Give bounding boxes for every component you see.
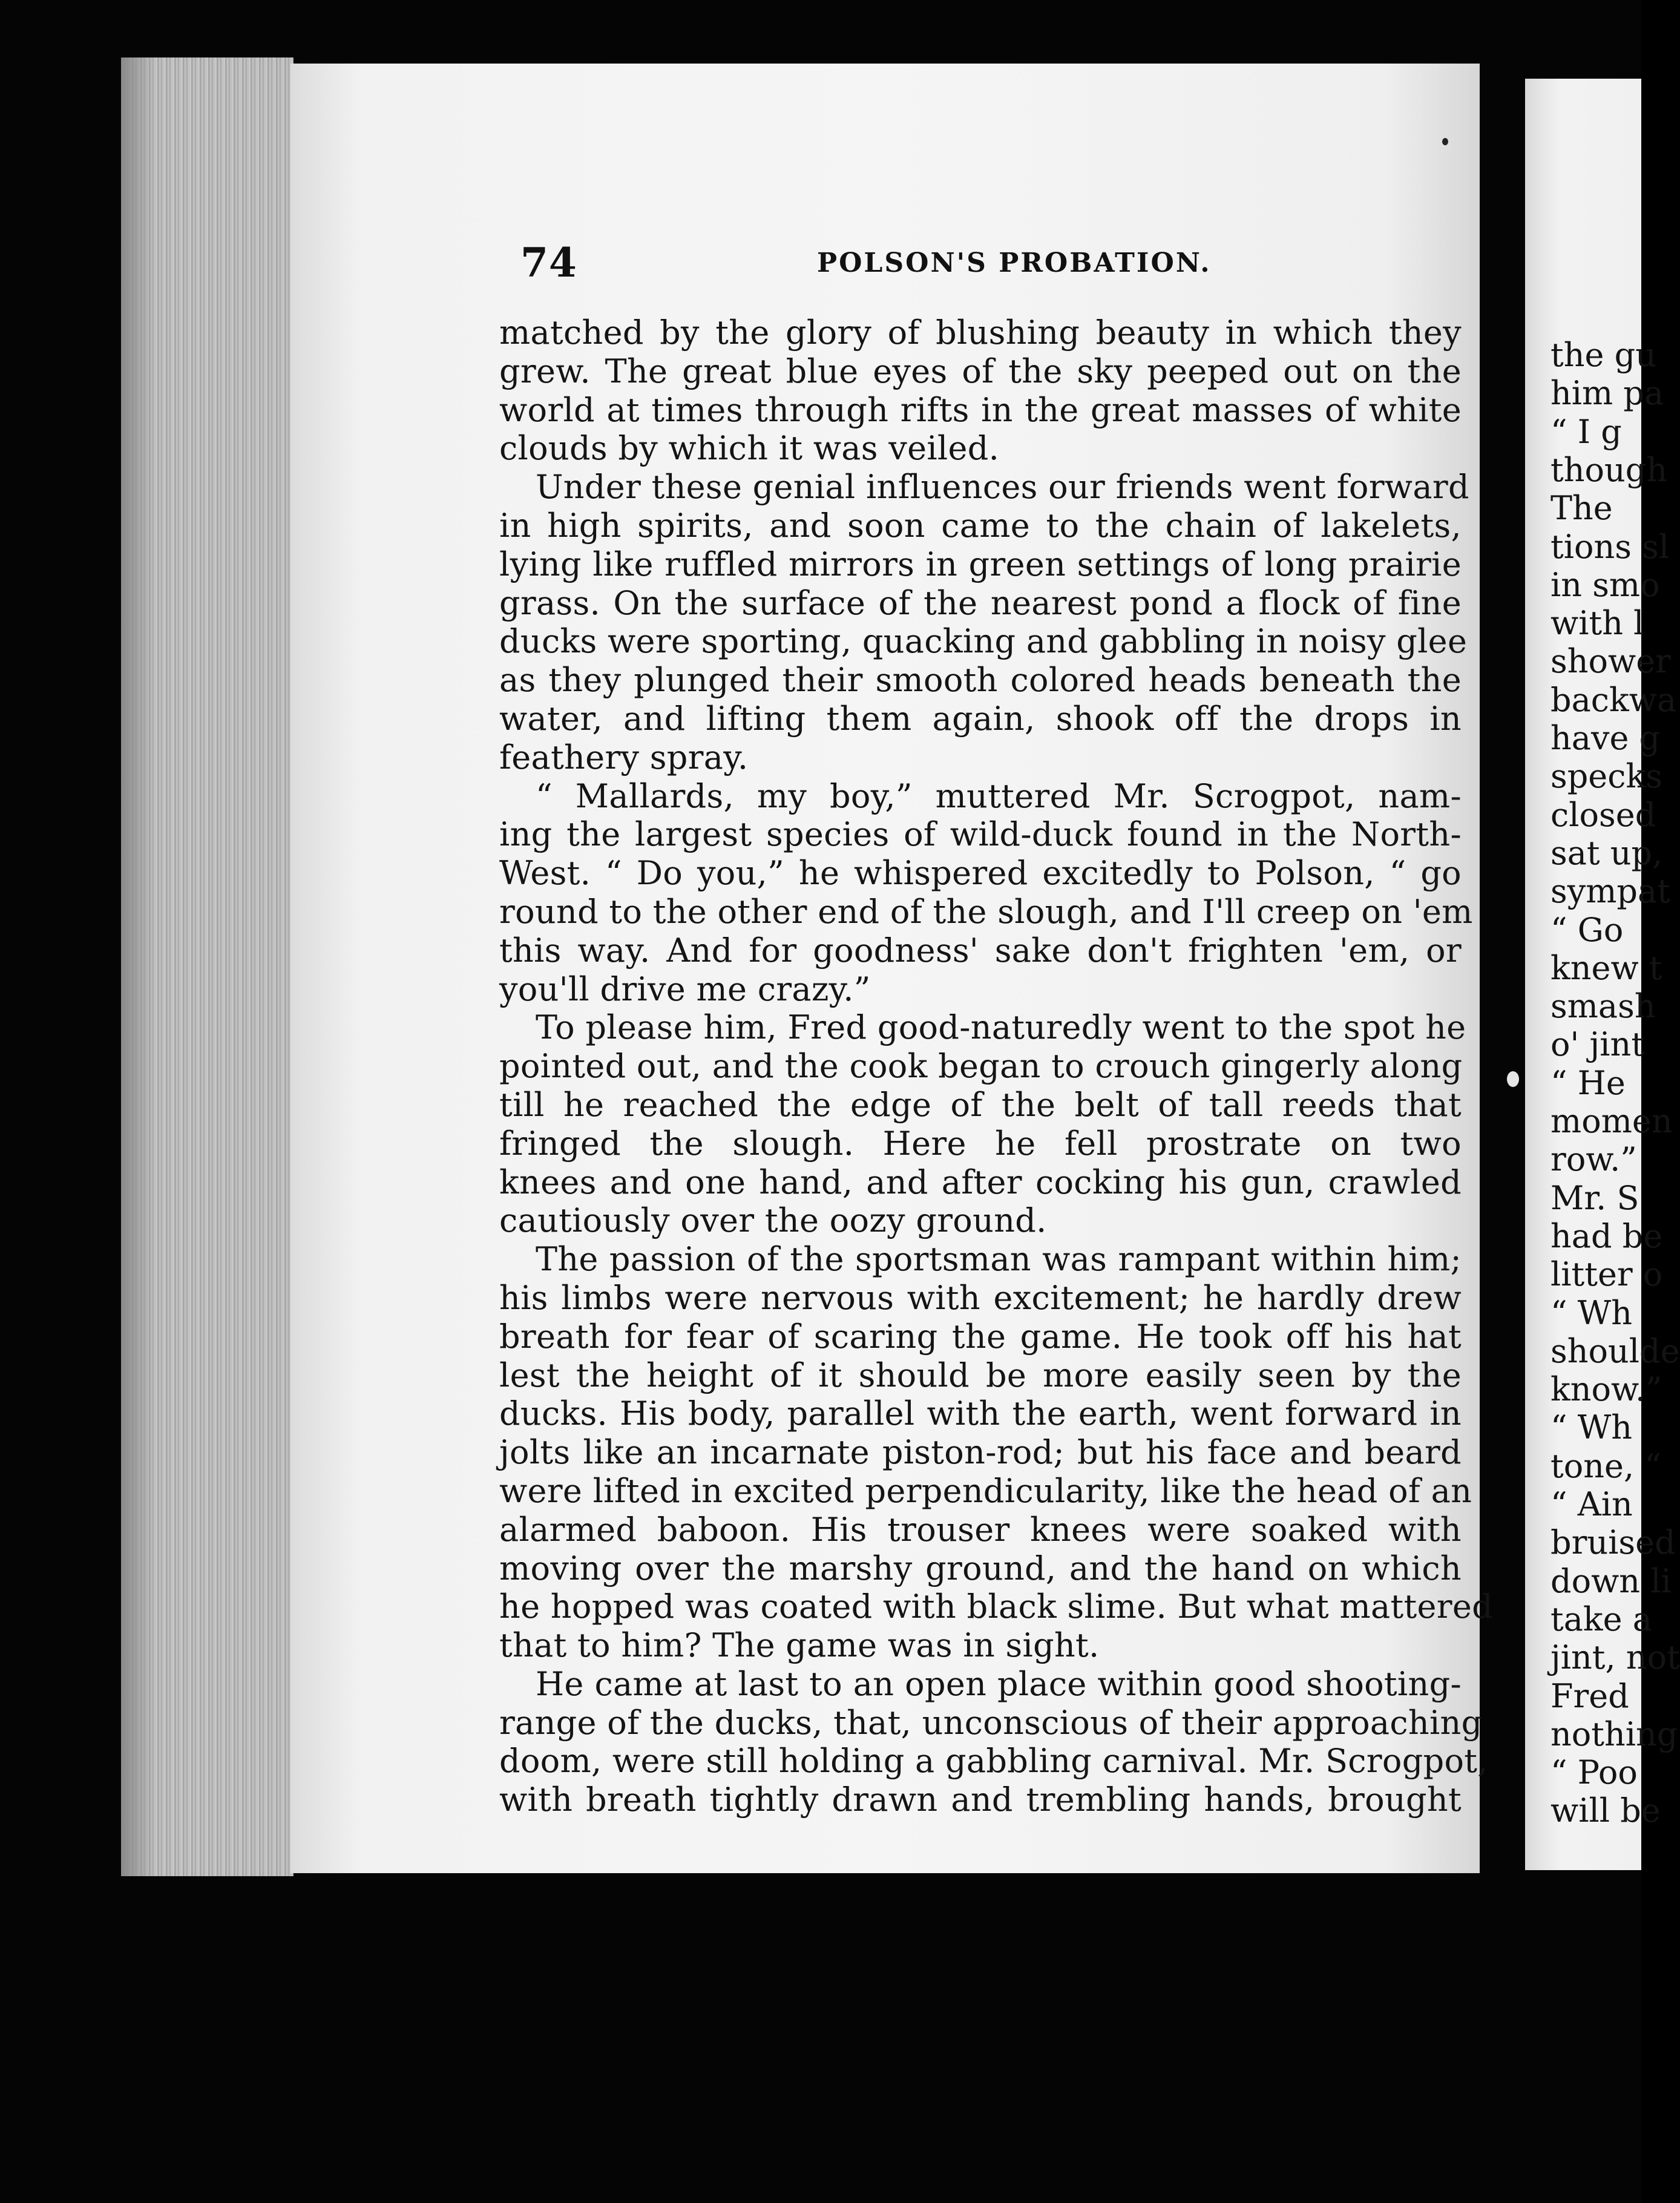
text-line: range of the ducks, that, unconscious of their approaching <box>499 1703 1483 1742</box>
text-line: clouds by which it was veiled. <box>499 429 1000 468</box>
text-line: alarmed baboon. His trouser knees were soaked with <box>499 1510 1462 1549</box>
text-line: round to the other end of the slough, and I'll creep on 'em <box>499 892 1473 931</box>
text-line: lying like ruffled mirrors in green settings of long prairie <box>499 545 1462 583</box>
facing-page-line: Fred <box>1550 1676 1629 1715</box>
text-line: matched by the glory of blushing beauty in which they <box>499 314 1462 352</box>
facing-page-line: take a <box>1550 1600 1652 1638</box>
text-line: The passion of the sportsman was rampant within him; <box>536 1240 1462 1279</box>
ink-speck <box>1442 138 1448 145</box>
facing-page-line: tions sl <box>1550 527 1670 566</box>
text-line: ducks. His body, parallel with the earth, went forward in <box>499 1394 1462 1433</box>
facing-page-line: The <box>1550 489 1613 528</box>
running-head <box>520 239 1446 287</box>
text-line: grass. On the surface of the nearest pond a flock of fine <box>499 583 1462 622</box>
text-line: Under these genial influences our friends went forward <box>536 468 1469 507</box>
facing-page-line: sat up, <box>1550 833 1663 872</box>
text-line: till he reached the edge of the belt of tall reeds that <box>499 1085 1462 1124</box>
text-line: cautiously over the oozy ground. <box>499 1201 1047 1240</box>
facing-page-line: Mr. S <box>1550 1178 1639 1217</box>
text-line: you'll drive me crazy.” <box>499 970 871 1008</box>
text-line: his limbs were nervous with excitement; he hardly drew <box>499 1278 1462 1317</box>
facing-page-line: “ Wh <box>1550 1293 1633 1332</box>
facing-page-line: will be <box>1550 1791 1661 1830</box>
text-line: fringed the slough. Here he fell prostrate on two <box>499 1124 1462 1163</box>
text-line: He came at last to an open place within good shooting- <box>536 1664 1462 1703</box>
facing-page-line: bruised <box>1550 1523 1676 1562</box>
text-line: doom, were still holding a gabbling carnival. Mr. Scrogpot, <box>499 1742 1488 1781</box>
facing-page-line: shower <box>1550 642 1671 681</box>
facing-page-line: momen <box>1550 1102 1673 1140</box>
ink-speck <box>1507 1071 1519 1087</box>
text-line: grew. The great blue eyes of the sky peeped out on the <box>499 352 1462 390</box>
text-line: he hopped was coated with black slime. But what mattered <box>499 1587 1493 1626</box>
text-line: moving over the marshy ground, and the hand on which <box>499 1549 1462 1587</box>
text-line: ducks were sporting, quacking and gabbling in noisy glee <box>499 622 1468 661</box>
text-line: in high spirits, and soon came to the chain of lakelets, <box>499 506 1462 545</box>
text-line: water, and lifting them again, shook off the drops in <box>499 699 1462 738</box>
facing-page-line: sympat <box>1550 872 1670 911</box>
facing-page-line: closed <box>1550 795 1656 834</box>
facing-page-line: had be <box>1550 1216 1663 1255</box>
facing-page-line: o' jint <box>1550 1025 1645 1064</box>
text-line: ing the largest species of wild-duck found in the North- <box>499 815 1462 854</box>
text-line: pointed out, and the cook began to crouch gingerly along <box>499 1047 1463 1086</box>
text-line: world at times through rifts in the great masses of white <box>499 390 1462 429</box>
text-line: West. “ Do you,” he whispered excitedly to Polson, “ go <box>499 854 1462 893</box>
facing-page-line: litter o <box>1550 1255 1663 1294</box>
page-number: 74 <box>520 239 577 286</box>
facing-page-line: smash <box>1550 987 1656 1026</box>
facing-page-line: shoulde <box>1550 1331 1680 1370</box>
text-line: were lifted in excited perpendicularity, like the head of an <box>499 1471 1472 1510</box>
facing-page-line: nothing <box>1550 1715 1678 1753</box>
text-line: that to him? The game was in sight. <box>499 1626 1100 1665</box>
text-line: breath for fear of scaring the game. He took off his hat <box>499 1317 1462 1356</box>
facing-page-line: “ I g <box>1550 412 1622 451</box>
facing-page-line: “ Go <box>1550 910 1624 949</box>
facing-page-line: “ Poo <box>1550 1753 1638 1792</box>
facing-page-line: tone, “ <box>1550 1446 1661 1485</box>
text-line: knees and one hand, and after cocking his gun, crawled <box>499 1163 1462 1201</box>
text-line: with breath tightly drawn and trembling hands, brought <box>499 1781 1462 1819</box>
facing-page-line: the gu <box>1550 336 1656 374</box>
text-line: “ Mallards, my boy,” muttered Mr. Scrogpot, nam- <box>536 776 1462 815</box>
text-line: To please him, Fred good-naturedly went to the spot he <box>536 1008 1466 1047</box>
text-line: feathery spray. <box>499 738 749 776</box>
running-title: POLSON'S PROBATION. <box>817 248 1212 278</box>
facing-page-line: in smo <box>1550 565 1660 604</box>
facing-page-line: with l <box>1550 604 1644 643</box>
facing-page-line: row.” <box>1550 1140 1637 1179</box>
text-line: lest the height of it should be more easily seen by the <box>499 1356 1462 1394</box>
page-edges <box>121 57 294 1876</box>
facing-page-line: though <box>1550 450 1668 489</box>
facing-page-line: down li <box>1550 1561 1672 1600</box>
facing-page-line: have g <box>1550 719 1661 757</box>
facing-page-line: jint, not <box>1550 1638 1680 1677</box>
facing-page-line: “ He <box>1550 1063 1626 1102</box>
facing-page-line: backwa <box>1550 680 1677 719</box>
facing-page-line: “ Ain <box>1550 1485 1633 1523</box>
facing-page-line: specks <box>1550 757 1662 796</box>
facing-page-line: “ Wh <box>1550 1408 1633 1447</box>
facing-page-line: know.” <box>1550 1370 1662 1409</box>
text-line: as they plunged their smooth colored heads beneath the <box>499 661 1462 700</box>
facing-page-line: him pa <box>1550 374 1664 413</box>
text-line: jolts like an incarnate piston-rod; but his face and beard <box>499 1433 1462 1472</box>
facing-page-line: knew t <box>1550 948 1662 987</box>
text-line: this way. And for goodness' sake don't frighten 'em, or <box>499 931 1462 970</box>
body-text <box>499 314 1493 1819</box>
